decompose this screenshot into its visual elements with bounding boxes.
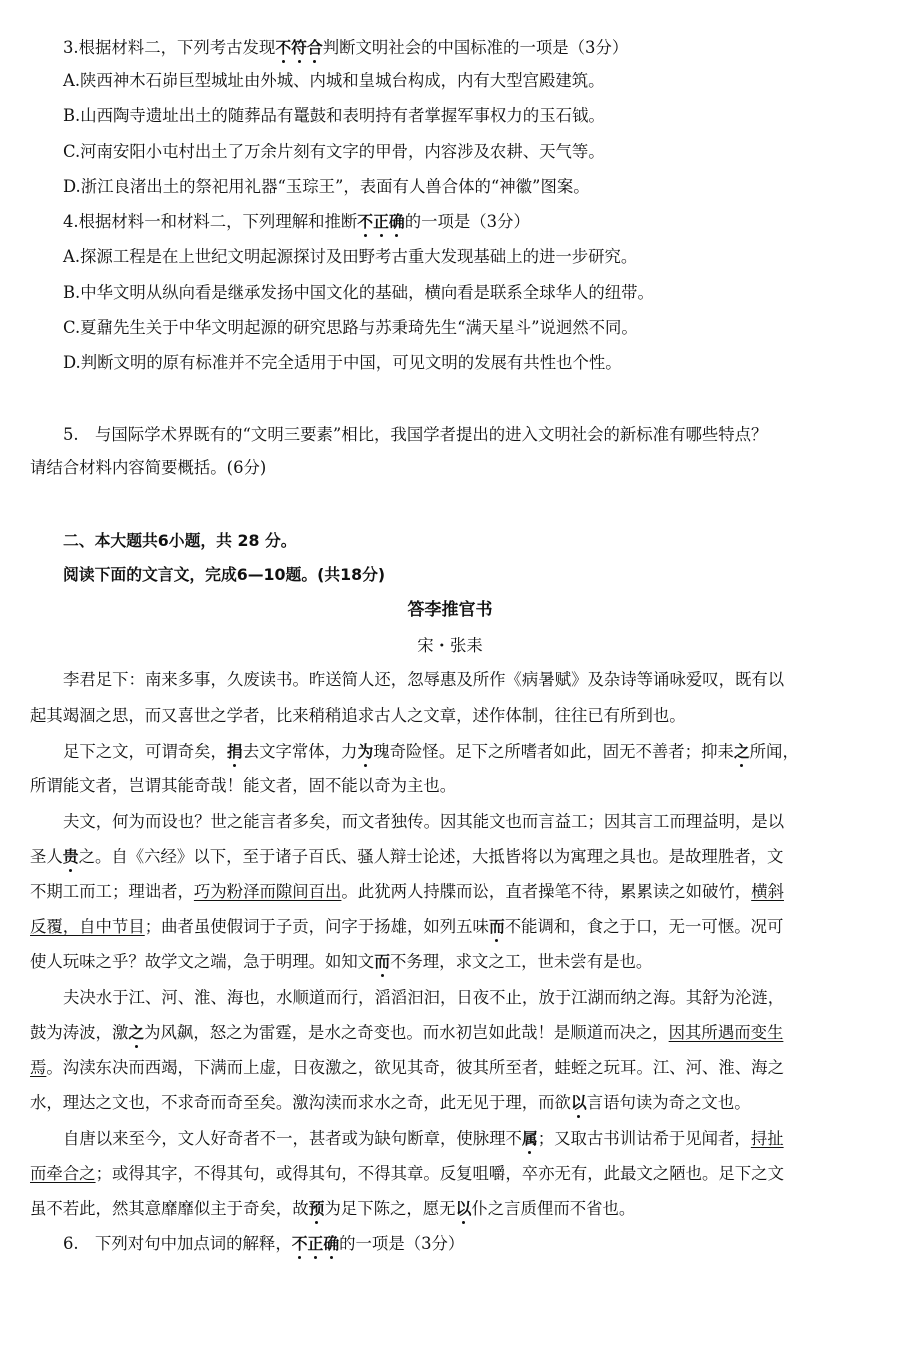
underlined-sentence: 横斜 xyxy=(751,882,784,901)
underlined-sentence: 反覆，自中节目 xyxy=(30,917,145,936)
text-run: 之。自《六经》以下，至于诸子百氏、骚人辩士论述，大抵皆将以为寓理之具也。是故理胜者，文 xyxy=(78,847,784,866)
text-run: 足下之文，可谓奇矣， xyxy=(63,742,227,761)
q3-option-d: D.浙江良渚出土的祭祀用礼器“玉琮王”，表面有人兽合体的“神徽”图案。 xyxy=(63,177,590,196)
essay-p4-line3 xyxy=(30,1058,784,1078)
essay-p1-line2: 起其竭涸之思，而又喜世之学者，比来稍稍追求古人之文章，述作体制，往往已有所到也。 xyxy=(30,706,686,725)
q4-option-b: B.中华文明从纵向看是继承发扬中国文化的基础，横向看是联系全球华人的纽带。 xyxy=(63,283,654,302)
dotted-word: 捐 xyxy=(226,742,243,761)
text-run: 确 xyxy=(323,1234,340,1253)
dotted-word: 属 xyxy=(521,1129,538,1148)
dotted-word: 之 xyxy=(128,1023,145,1042)
essay-p3-line5 xyxy=(30,952,652,972)
q4-option-d: D.判断文明的原有标准并不完全适用于中国，可见文明的发展有共性也个性。 xyxy=(63,353,622,372)
text-run: 合 xyxy=(306,38,323,57)
text-run: 仆之言质俚而不省也。 xyxy=(471,1199,636,1218)
underlined-sentence: 焉 xyxy=(30,1058,47,1077)
text-run: 使人玩味之乎？故学文之端，急于明理。如知文 xyxy=(30,952,375,971)
essay-title: 答李推官书 xyxy=(407,600,493,620)
text-run: 不 xyxy=(357,212,374,231)
underlined-sentence: 挦扯 xyxy=(750,1129,784,1148)
q4-stem xyxy=(63,212,530,232)
q4-option-c: C.夏鼐先生关于中华文明起源的研究思路与苏秉琦先生“满天星斗”说迥然不同。 xyxy=(63,318,638,337)
text-run: ；曲者虽使假词于子贡，问字于扬雄，如列五味 xyxy=(144,917,489,936)
underlined-sentence: 巧为粉泽而隙间百出 xyxy=(193,882,342,901)
text-run: 言语句读为奇之文也。 xyxy=(586,1093,751,1112)
q5-stem-line2: 请结合材料内容简要概括。(6分) xyxy=(30,458,267,477)
text-run: 正 xyxy=(373,212,389,231)
text-run: 自唐以来至今，文人好奇者不一，甚者或为缺句断章，使脉理不 xyxy=(63,1129,522,1148)
q3-option-c: C.河南安阳小屯村出土了万余片刻有文字的甲骨，内容涉及农耕、天气等。 xyxy=(63,142,605,161)
essay-p3-line3 xyxy=(30,882,784,902)
text-run: 不能调和，食之于口，无一可惬。况可 xyxy=(504,917,784,936)
underlined-sentence: 因其所遇而变生 xyxy=(668,1023,784,1042)
essay-p4-line1: 夫决水于江、河、淮、海也，水顺道而行，滔滔汩汩，日夜不止，放于江湖而纳之海。其舒为沦涟， xyxy=(63,988,785,1007)
essay-p5-line2 xyxy=(30,1164,784,1184)
text-run: ；又取古书训诂希于见闻者， xyxy=(537,1129,751,1148)
essay-p1-line1: 李君足下：南来多事，久废读书。昨送简人还，忽辱惠及所作《病暑赋》及杂诗等诵咏爱叹，既有以 xyxy=(63,670,785,689)
text-run: 去文字常体，力 xyxy=(242,742,358,761)
essay-p2-line1 xyxy=(63,742,799,762)
section-heading: 二、本大题共6小题，共 28 分。 xyxy=(63,531,297,550)
text-run: 圣人 xyxy=(30,847,63,866)
text-run: 不 xyxy=(275,38,292,57)
essay-p3-line1: 夫文，何为而设也？世之能言者多矣，而文者独传。因其能文也而言益工；因其言工而理益明，是以 xyxy=(63,812,785,831)
text-run: 正 xyxy=(307,1234,324,1253)
q5-stem-line1: 5. 与国际学术界既有的“文明三要素”相比，我国学者提出的进入文明社会的新标准有哪些特点？ xyxy=(63,425,768,444)
text-run: ；或得其字，不得其句，或得其句，不得其章。反复咀嚼，卒亦无有，此最文之陋也。足下之文 xyxy=(95,1164,784,1183)
dotted-word: 贵 xyxy=(62,847,79,866)
essay-p3-line2 xyxy=(30,847,783,867)
text-run: 鼓为涛波，激 xyxy=(30,1023,129,1042)
essay-p3-line4 xyxy=(30,917,783,937)
text-run: 判断文明社会的中国标准的一项是（3分） xyxy=(322,38,629,57)
dotted-word: 而 xyxy=(488,917,505,936)
underlined-sentence: 而牵合之 xyxy=(30,1164,96,1183)
essay-author: 宋・张耒 xyxy=(417,636,483,655)
essay-p5-line1 xyxy=(63,1129,784,1149)
text-run: 符 xyxy=(291,38,307,57)
q3-option-a: A.陕西神木石峁巨型城址由外城、内城和皇城台构成，内有大型宫殿建筑。 xyxy=(63,71,605,90)
text-run: 不 xyxy=(291,1234,308,1253)
text-run: 的一项是（3分） xyxy=(339,1234,465,1253)
dotted-word: 预 xyxy=(308,1199,325,1218)
essay-p4-line4 xyxy=(30,1093,751,1113)
text-run: 3.根据材料二，下列考古发现 xyxy=(63,38,276,57)
text-run: 为足下陈之，愿无 xyxy=(324,1199,456,1218)
q3-option-b: B.山西陶寺遗址出土的随葬品有鼍鼓和表明持有者掌握军事权力的玉石钺。 xyxy=(63,106,605,125)
text-run: 为风飙，怒之为雷霆，是水之奇变也。而水初岂如此哉！是顺道而决之， xyxy=(144,1023,669,1042)
essay-p2-line2: 所谓能文者，岂谓其能奇哉！能文者，固不能以奇为主也。 xyxy=(30,776,457,795)
essay-p4-line2 xyxy=(30,1023,783,1043)
dotted-word: 为 xyxy=(357,742,374,761)
section-instruction: 阅读下面的文言文，完成6—10题。(共18分) xyxy=(63,565,386,584)
dotted-word: 而 xyxy=(374,952,391,971)
text-run: 不期工而工；理诎者， xyxy=(30,882,194,901)
text-run: 4.根据材料一和材料二，下列理解和推断 xyxy=(63,212,358,231)
dotted-word: 以 xyxy=(570,1093,587,1112)
text-run: 所闻， xyxy=(749,742,799,761)
dotted-word: 之 xyxy=(733,742,750,761)
text-run: 确 xyxy=(388,212,405,231)
q6-stem xyxy=(63,1234,464,1254)
text-run: 。此犹两人持牒而讼，直者操笔不待，累累读之如破竹， xyxy=(341,882,752,901)
q3-stem xyxy=(63,38,628,58)
dotted-word: 以 xyxy=(455,1199,472,1218)
text-run: 6. 下列对句中加点词的解释， xyxy=(63,1234,292,1253)
text-run: 虽不若此，然其意靡靡似主于奇矣，故 xyxy=(30,1199,309,1218)
q4-option-a: A.探源工程是在上世纪文明起源探讨及田野考古重大发现基础上的进一步研究。 xyxy=(63,247,638,266)
text-run: 水，理达之文也，不求奇而奇至矣。激沟渎而求水之奇，此无见于理，而欲 xyxy=(30,1093,571,1112)
text-run: 的一项是（3分） xyxy=(404,212,530,231)
essay-p5-line3 xyxy=(30,1199,635,1219)
text-run: 瑰奇险怪。足下之所嗜者如此，固无不善者；抑耒 xyxy=(373,742,734,761)
text-run: 。沟渎东决而西竭，下满而上虚，日夜激之，欲见其奇，彼其所至者，蛙蛭之玩耳。江、河、淮、海之 xyxy=(46,1058,784,1077)
text-run: 不务理，求文之工，世未尝有是也。 xyxy=(390,952,653,971)
